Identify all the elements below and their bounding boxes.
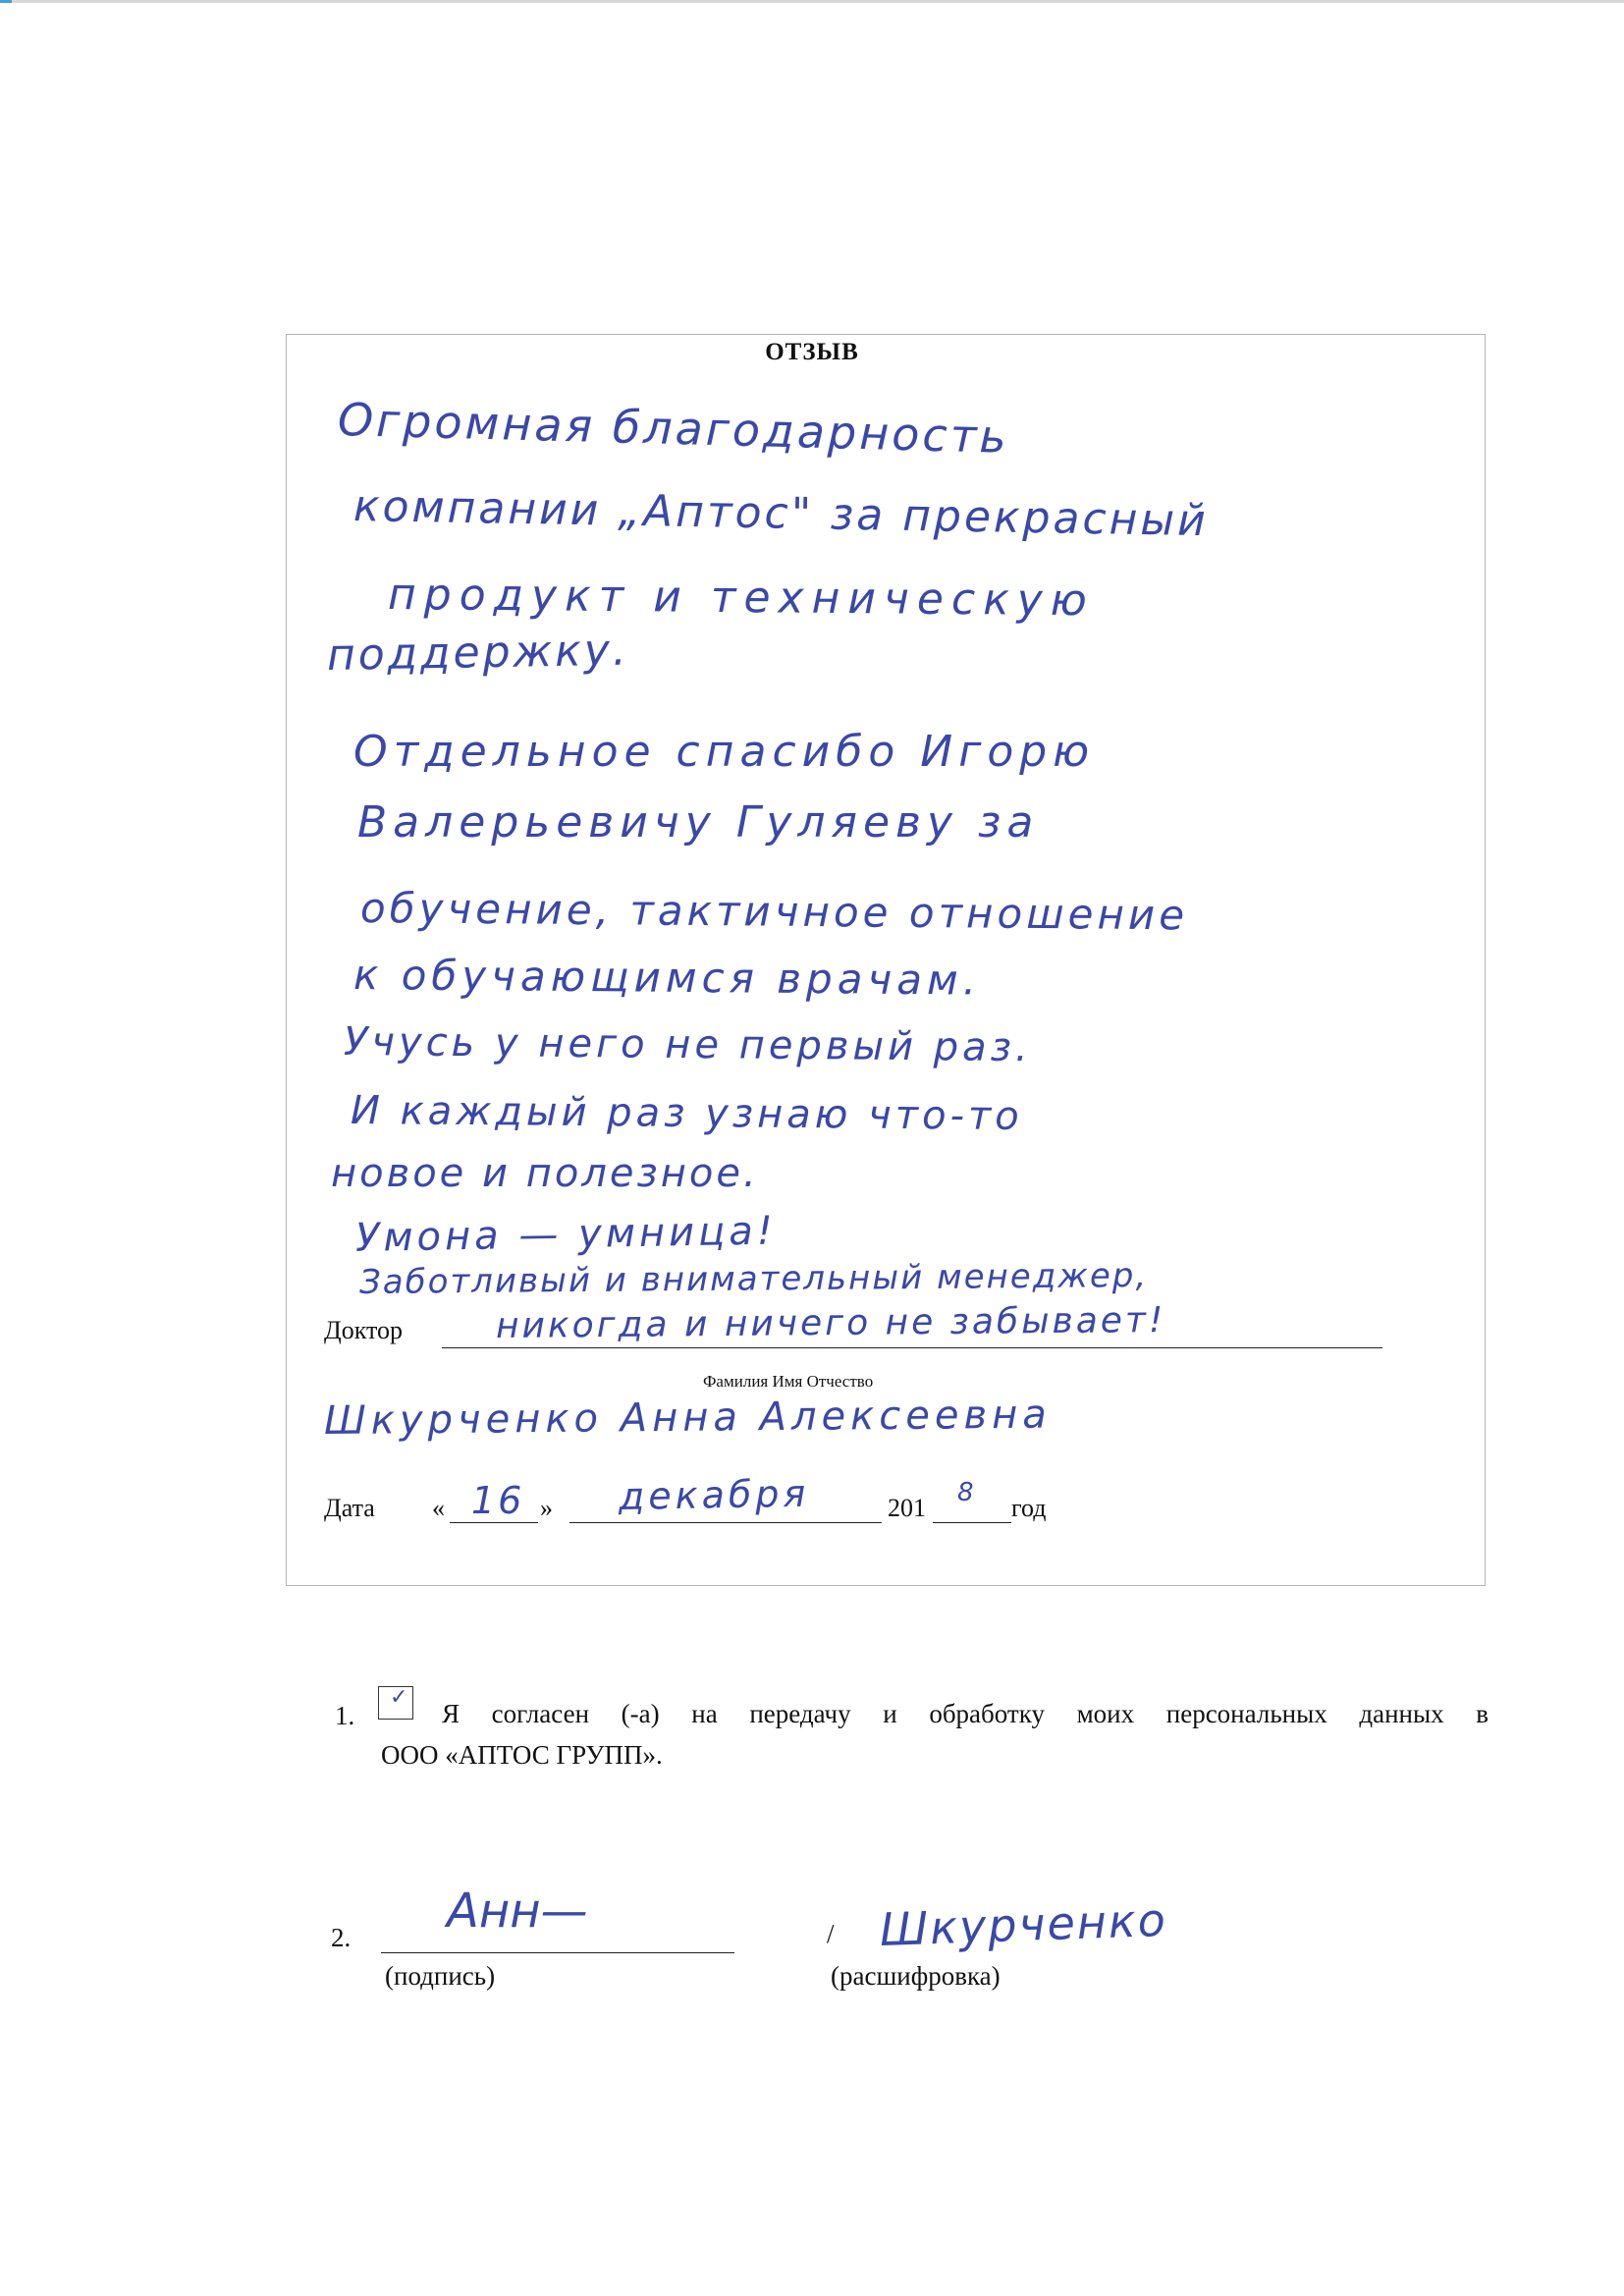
- signature-separator: /: [827, 1919, 835, 1948]
- signature-handwritten: Анн—: [447, 1884, 588, 1939]
- handwritten-review-line: новое и полезное.: [331, 1151, 759, 1196]
- handwritten-review-line: никогда и ничего не забывает!: [495, 1300, 1166, 1346]
- handwritten-review-line: продукт и техническую: [387, 570, 1096, 627]
- decoding-caption: (расшифровка): [831, 1961, 1001, 1991]
- handwritten-review-line: к обучающимся врачам.: [352, 951, 982, 1005]
- date-day-underline: [450, 1522, 538, 1523]
- date-month-handwritten: декабря: [618, 1471, 810, 1518]
- date-year-suffix: год: [1011, 1494, 1047, 1522]
- consent-number: 1.: [335, 1701, 355, 1730]
- scan-corner-mark: [0, 0, 12, 3]
- consent-text-line1: Я согласен (-а) на передачу и обработку моих персональных данных в: [442, 1699, 1489, 1728]
- doctor-label: Доктор: [324, 1316, 404, 1344]
- handwritten-review-line: Огромная благодарность: [337, 393, 1010, 464]
- date-label: Дата: [324, 1494, 375, 1522]
- date-day-handwritten: 16: [471, 1479, 525, 1522]
- fio-caption: Фамилия Имя Отчество: [703, 1372, 874, 1391]
- consent-text-line2: ООО «АПТОС ГРУПП».: [381, 1740, 663, 1770]
- handwritten-review-line: обучение, тактичное отношение: [359, 884, 1189, 940]
- signature-caption: (подпись): [385, 1961, 496, 1991]
- handwritten-review-line: компании „Аптос" за прекрасный: [352, 481, 1210, 547]
- date-month-underline: [569, 1522, 882, 1523]
- date-quote-close: »: [540, 1494, 553, 1522]
- handwritten-review-line: Учусь у него не первый раз.: [343, 1019, 1032, 1071]
- scan-edge-line: [0, 0, 1624, 3]
- handwritten-review-line: И каждый раз узнаю что-то: [350, 1088, 1023, 1139]
- signature-underline: [381, 1952, 734, 1953]
- handwritten-review-line: поддержку.: [326, 625, 630, 681]
- doctor-name-handwritten: Шкурченко Анна Алексеевна: [323, 1392, 1052, 1444]
- review-title: ОТЗЫВ: [765, 339, 859, 365]
- date-year-handwritten: 8: [957, 1478, 977, 1507]
- date-year-underline: [933, 1522, 1011, 1523]
- doctor-underline: [442, 1347, 1382, 1348]
- check-mark-icon: ✓: [390, 1685, 408, 1710]
- handwritten-review-line: Заботливый и внимательный менеджер,: [358, 1255, 1149, 1302]
- date-quote-open: «: [432, 1494, 445, 1522]
- handwritten-review-line: Умона — умница!: [354, 1208, 778, 1261]
- handwritten-review-line: Отдельное спасибо Игорю: [353, 727, 1096, 777]
- signature-number: 2.: [331, 1923, 352, 1952]
- handwritten-review-line: Валерьевичу Гуляеву за: [357, 797, 1040, 847]
- date-year-prefix: 201: [888, 1494, 926, 1522]
- signature-decoded-handwritten: Шкурченко: [879, 1892, 1168, 1956]
